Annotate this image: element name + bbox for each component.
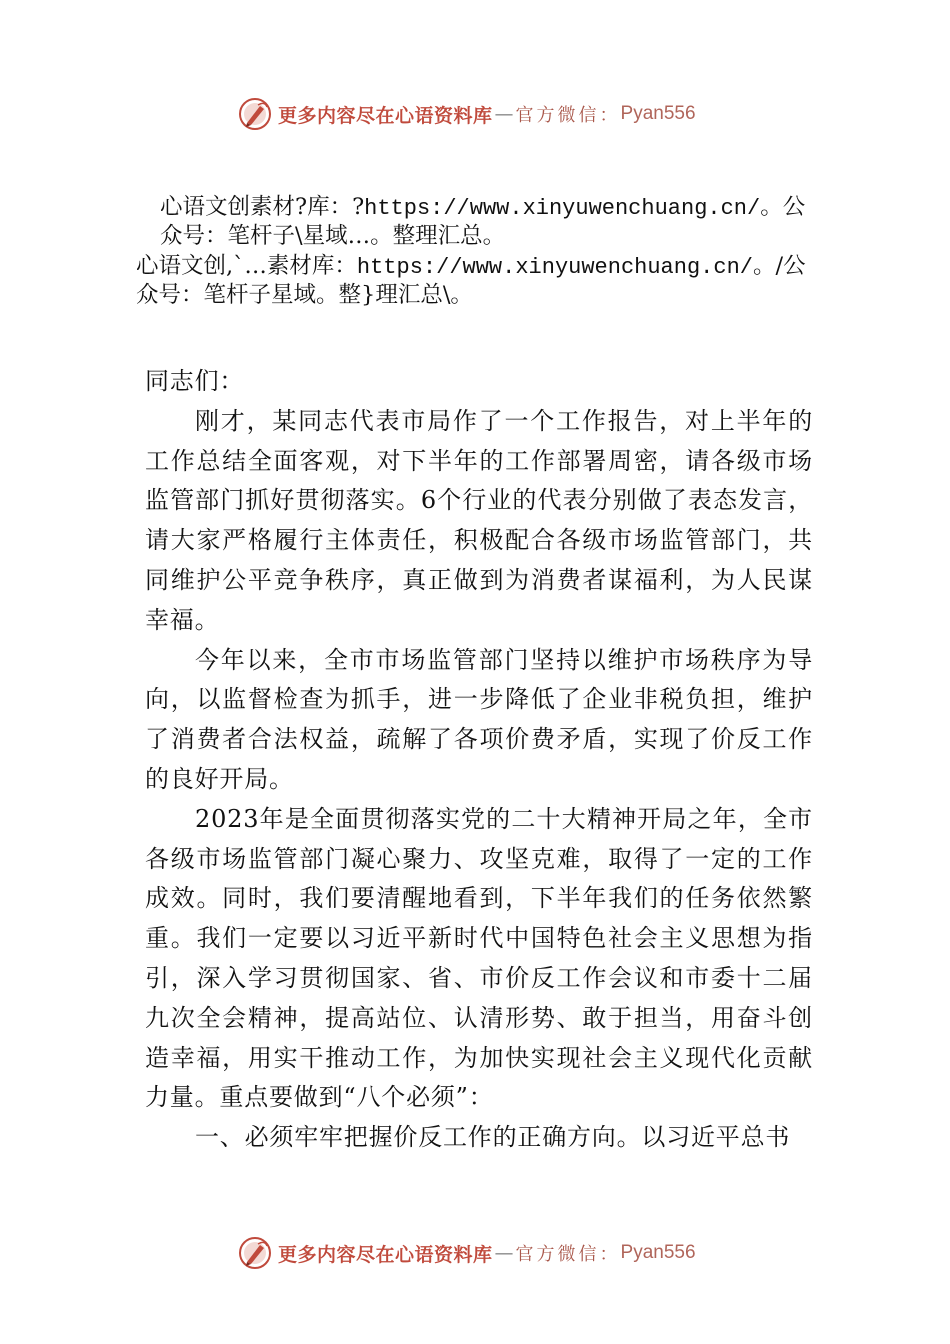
banner-brand-text: 更多内容尽在心语资料库 bbox=[278, 1243, 493, 1266]
header-banner bbox=[238, 96, 696, 132]
banner-wechat-label: 官方微信： bbox=[515, 105, 621, 126]
banner-wechat-id: Pyan556 bbox=[620, 1242, 696, 1263]
ad-line-1-tail: 。公 bbox=[760, 194, 806, 220]
footer-banner bbox=[238, 1235, 696, 1271]
banner-brand-text: 更多内容尽在心语资料库 bbox=[278, 104, 493, 127]
paragraph-3: 2023年是全面贯彻落实党的二十大精神开局之年，全市各级市场监管部门凝心聚力、攻坚克难，取得了一定的工作成效。同时，我们要清醒地看到，下半年我们的任务依然繁重。我们一定要以习近平新时代中国特色社会主义思想为指引，深入学习贯彻国家、省、市价反工作会议和市委十二届九次全会精神，提高站位、认清形势、敢于担当，用奋斗创造幸福，用实干推动工作，为加快实现社会主义现代化贡献力量。重点要做到“八个必须”： bbox=[145, 804, 813, 1112]
ad-line-3 bbox=[136, 252, 806, 282]
ad-line-4: 众号：笔杆子星域。整}理汇总\。 bbox=[136, 282, 473, 308]
ad-line-3-url: https://www.xinyuwenchuang.cn/ bbox=[356, 255, 753, 280]
paragraph-1: 刚才，某同志代表市局作了一个工作报告，对上半年的工作总结全面客观，对下半年的工作部署周密，请各级市场监管部门抓好贯彻落实。6个行业的代表分别做了表态发言，请大家严格履行主体责任，积极配合各级市场监管部门，共同维护公平竞争秩序，真正做到为消费者谋福利，为人民谋幸福。 bbox=[145, 406, 813, 634]
document-body bbox=[145, 362, 813, 1158]
ad-line-2: 众号：笔杆子\星域…。整理汇总。 bbox=[160, 223, 506, 249]
banner-wechat-label: 官方微信： bbox=[515, 1244, 621, 1265]
ad-line-1 bbox=[160, 193, 805, 223]
ad-line-1-text: 心语文创素材?库：? bbox=[160, 194, 365, 220]
salutation: 同志们： bbox=[145, 367, 245, 395]
banner-dash: — bbox=[494, 1242, 514, 1264]
paragraph-2: 今年以来，全市市场监管部门坚持以维护市场秩序为导向，以监督检查为抓手，进一步降低了企业非税负担，维护了消费者合法权益，疏解了各项价费矛盾，实现了价反工作的良好开局。 bbox=[145, 645, 813, 793]
ad-line-3-text: 心语文创,`…素材库： bbox=[136, 253, 357, 279]
banner-wechat-id: Pyan556 bbox=[620, 103, 696, 124]
banner-dash: — bbox=[494, 103, 514, 125]
pen-logo-icon bbox=[238, 1236, 272, 1270]
paragraph-4: 一、必须牢牢把握价反工作的正确方向。以习近平总书 bbox=[195, 1123, 791, 1152]
pen-logo-icon bbox=[238, 97, 272, 131]
ad-line-1-url: https://www.xinyuwenchuang.cn/ bbox=[364, 196, 761, 221]
ad-line-3-tail: 。/公 bbox=[752, 253, 806, 279]
